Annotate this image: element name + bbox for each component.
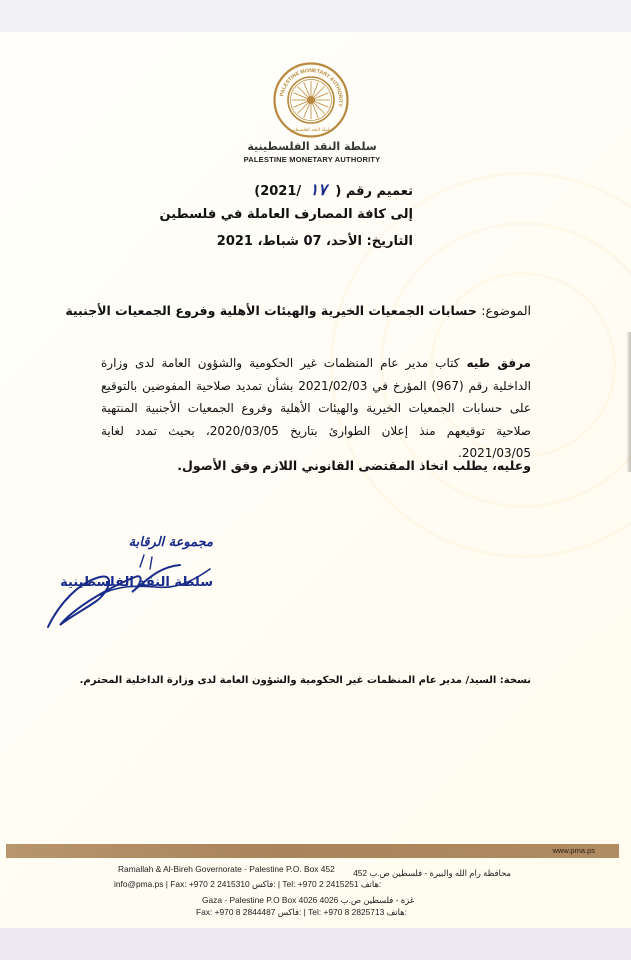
signature-authority: سلطة النقد الفلسطينية [60,575,213,590]
footer-ramallah-contacts: info@pma.ps | Fax: +970 2 2415310 فاكس: | Tel: +970 2 2415251 هاتف: [114,879,382,889]
date-line: التاريخ: الأحد، 07 شباط، 2021 [216,234,413,249]
org-name-arabic: سلطة النقد الفلسطينية [247,140,377,153]
copy-to-line: نسخة: السيد/ مدير عام المنظمات غير الحكومية والشؤون العامة لدى وزارة الداخلية المحترم. [79,675,531,686]
footer-ramallah-address-en: Ramallah & Al-Bireh Governorate - Palestine P.O. Box 452 [118,864,335,874]
org-name-english: PALESTINE MONETARY AUTHORITY [243,155,381,164]
footer-gaza-contacts: Fax: +970 8 2844487 فاكس: | Tel: +970 8 2825713 هاتف: [196,907,407,917]
footer-gaza-address: غزة - فلسطين ص.ب 4026 Gaza - Palestine P.O Box 4026 [202,895,415,905]
footer-website: www.pma.ps [552,846,595,855]
top-margin-band [0,0,631,32]
circular-label: تعميم رقم ( [335,184,413,199]
body-text: كتاب مدير عام المنظمات غير الحكومية والشؤون العامة لدى وزارة الداخلية رقم (967) المؤرخ في 2021/02/03 بشأن تمديد صلاحية المفوضين بالتوقيع على حسابات الجمعيات الخيرية والهيئات الأهلية وفروع الجمعيات الأجنبية المنتهية صلاحية توقيعهم منذ إعلان الطوارئ بتاريخ 2020/03/05، بحيث تمدد لغاية 2021/03/05. [101,356,531,460]
document-page [0,32,631,928]
svg-text:PALESTINE MONETARY AUTHORITY: PALESTINE MONETARY AUTHORITY [279,67,344,108]
handwritten-signature [40,547,240,637]
circular-number-handwritten: ١٧ [309,180,327,199]
body-paragraph [101,352,531,465]
subject-text: حسابات الجمعيات الخيرية والهيئات الأهلية وفروع الجمعيات الأجنبية [65,303,477,318]
footer-ramallah-address-ar: محافظة رام الله والبيرة - فلسطين ص.ب 452 [353,868,511,878]
bottom-margin-band [0,928,631,960]
circular-number [254,180,413,199]
page-edge-shadow [626,332,631,472]
circular-suffix: /2021) [254,184,302,199]
svg-text:سلطة النقد الفلسطينية: سلطة النقد الفلسطينية [288,128,334,133]
closing-line: وعليه، يطلب اتخاذ المقتضى القانوني اللازم وفق الأصول. [177,458,531,473]
subject-line [65,303,531,318]
addressee-line: إلى كافة المصارف العاملة في فلسطين [159,207,413,222]
signature-department: مجموعة الرقابة [128,535,213,550]
pma-seal-icon [273,62,349,138]
footer-bar [6,844,619,858]
attachment-label: مرفق طيه [466,356,531,370]
subject-label: الموضوع: [481,303,531,318]
